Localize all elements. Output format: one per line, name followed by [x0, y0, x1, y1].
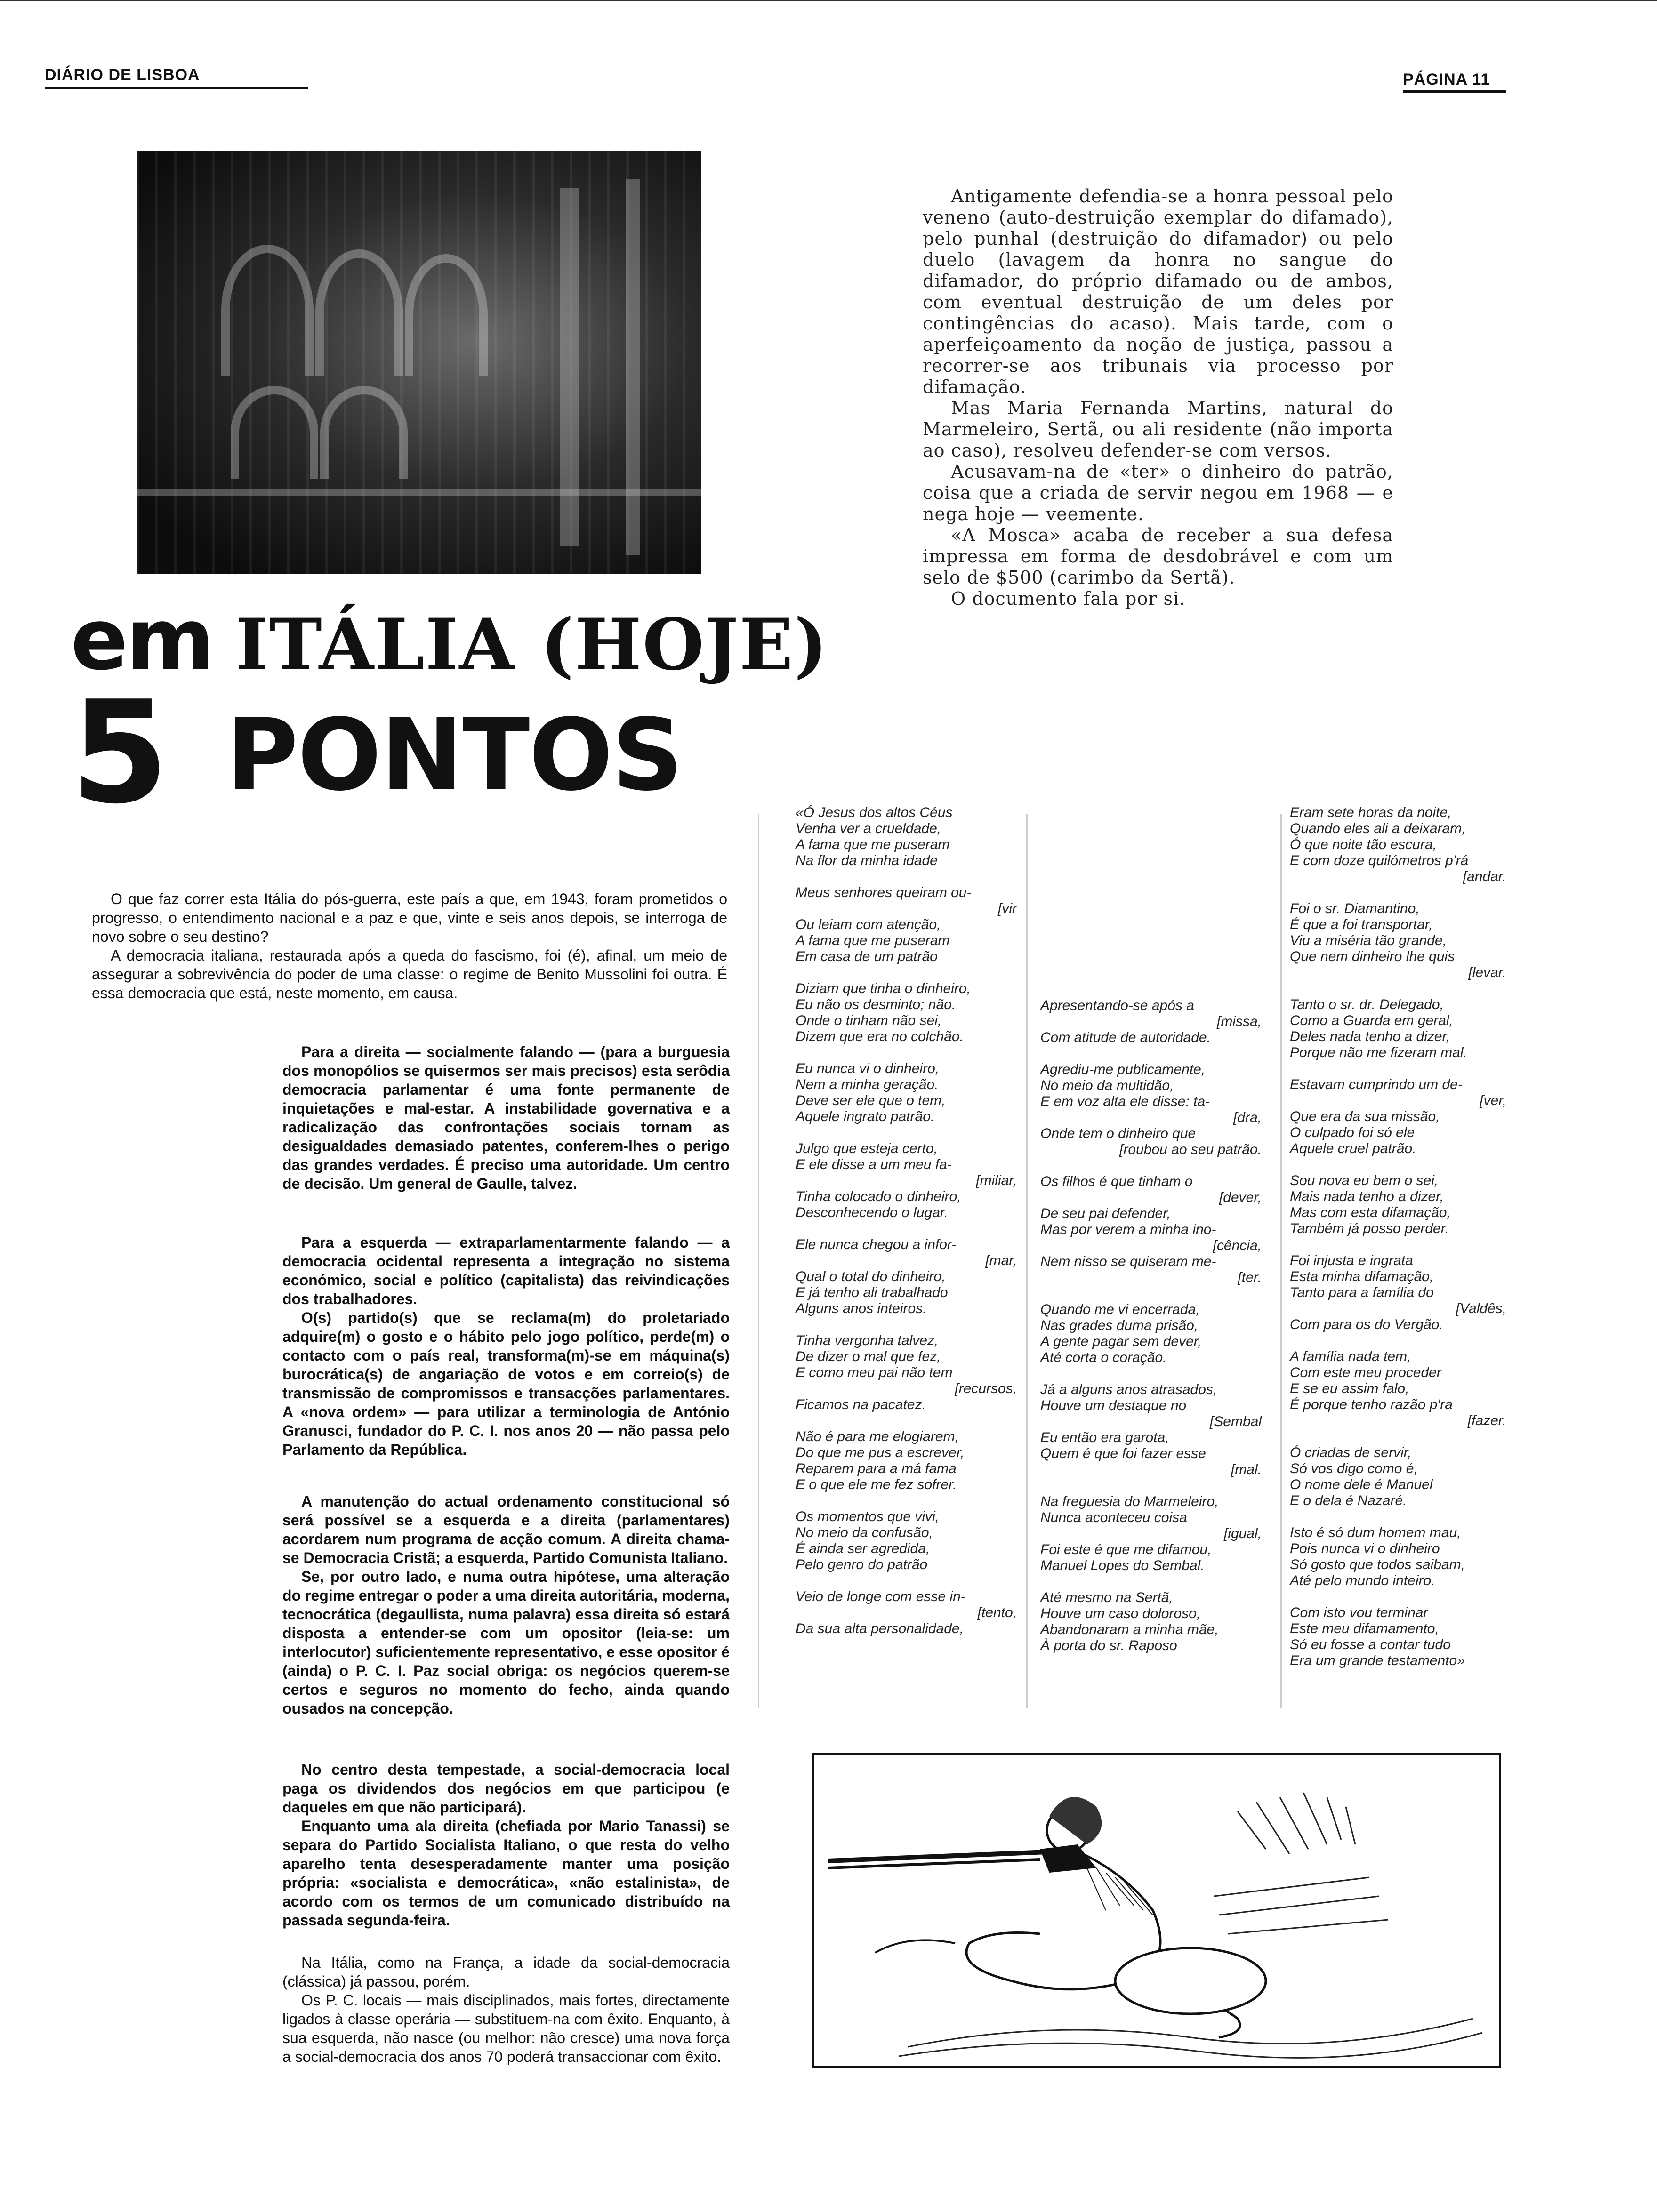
poem-line: Dizem que era no colchão.	[796, 1029, 964, 1044]
poem-stanza	[1290, 1253, 1506, 1333]
poem-line: Até pelo mundo inteiro.	[1290, 1573, 1435, 1588]
poem-line: Não é para me elogiarem,	[796, 1429, 959, 1444]
poem-line: Na freguesia do Marmeleiro,	[1040, 1494, 1219, 1509]
poem-line: Onde o tinham não sei,	[796, 1013, 942, 1028]
poem-line: Sou nova eu bem o sei,	[1290, 1173, 1439, 1188]
poem-stanza	[796, 1237, 1017, 1317]
poem-line: Ele nunca chegou a infor-	[796, 1237, 957, 1252]
intro-paragraph: A democracia italiana, restaurada após a queda do fascismo, foi (é), afinal, um meio de assegurar a sobrevivência do poder de uma classe: o regime de Benito Mussolini foi outra. É essa democracia que está, neste momento, em causa.	[92, 947, 727, 1002]
poem-line: Aquele ingrato patrão.	[796, 1109, 935, 1124]
poem-line: [vir	[998, 901, 1017, 916]
poem-line: Já a alguns anos atrasados,	[1040, 1382, 1217, 1397]
poem-line: Abandonaram a minha mãe,	[1040, 1622, 1219, 1637]
poem-line: Desconhecendo o lugar.	[796, 1205, 949, 1220]
intro-right-paragraph: Acusavam-na de «ter» o dinheiro do patrão, coisa que a criada de servir negou em 1968 — e nega hoje — veemente.	[923, 461, 1393, 524]
poem-line: Nem a minha geração.	[796, 1077, 939, 1092]
point-paragraph: O(s) partido(s) que se reclama(m) do proletariado adquire(m) o gosto e o hábito pelo jogo político, perde(m) o contacto com o país real, transforma(m)-se em máquina(s) burocrática(s) de angariação de votos e em correio(s) de transmissão de compromissos e transacções parlamentares. A «nova ordem» — para utilizar a terminologia de António Granusci, fundador do P. C. I. nos anos 20 — não passa pelo Parlamento da República.	[282, 1309, 730, 1458]
poem-line: Eu então era garota,	[1040, 1430, 1169, 1445]
poem-line: [mal.	[1231, 1462, 1262, 1477]
poem-line: Nunca aconteceu coisa	[1040, 1510, 1187, 1525]
poem-line: Também já posso perder.	[1290, 1221, 1449, 1236]
poem-line: Mais nada tenho a dizer,	[1290, 1189, 1444, 1204]
poem-line: Até mesmo na Sertã,	[1040, 1590, 1173, 1605]
poem-line: Venha ver a crueldade,	[796, 821, 941, 836]
poem-line: Tinha colocado o dinheiro,	[796, 1189, 961, 1204]
poem-line: No meio da multidão,	[1040, 1078, 1174, 1093]
masthead-rule-left	[45, 87, 308, 89]
poem-line: Quem é que foi fazer esse	[1040, 1446, 1206, 1461]
poem-stanza	[1040, 1302, 1262, 1366]
poem-line: [dever,	[1219, 1190, 1262, 1205]
poem-stanza	[1290, 1445, 1506, 1509]
poem-line: Os filhos é que tinham o	[1040, 1174, 1193, 1189]
poem-line: Ó criadas de servir,	[1290, 1445, 1412, 1460]
poem-line: Isto é só dum homem mau,	[1290, 1525, 1461, 1540]
poem-line: Pois nunca vi o dinheiro	[1290, 1541, 1440, 1556]
point-paragraph: Se, por outro lado, e numa outra hipótese, uma alteração do regime entregar o poder a uma direita autoritária, moderna, tecnocrática (degaullista, numa palavra) essa direita só estará disposta a entender-se com um opositor (leia-se: um interlocutor) suficientemente representativo, e esse opositor é (ainda) o P. C. I. Paz social obriga: os negócios querem-se certos e seguros no momento do fecho, ainda quando ousados na concepção.	[282, 1568, 730, 1717]
poem-line: [ver,	[1480, 1093, 1506, 1108]
poem-line: Ficamos na pacatez.	[796, 1397, 926, 1412]
poem-line: E em voz alta ele disse: ta-	[1040, 1094, 1210, 1109]
poem-line: [tento,	[977, 1605, 1017, 1620]
poem-line: Tanto para a família do	[1290, 1285, 1434, 1300]
poem-line: E como meu pai não tem	[796, 1365, 953, 1380]
headline-number: 5	[71, 671, 169, 835]
poem-line: Só gosto que todos saibam,	[1290, 1557, 1465, 1572]
colosseum-photo	[137, 151, 701, 574]
poem-line: No meio da confusão,	[796, 1525, 933, 1540]
poem-line: Deve ser ele que o tem,	[796, 1093, 946, 1108]
poem-stanza	[1290, 1525, 1506, 1589]
poem-line: A gente pagar sem dever,	[1040, 1334, 1202, 1349]
poem-column-rule	[1280, 814, 1282, 1708]
poem-line: Eu nunca vi o dinheiro,	[796, 1061, 940, 1076]
poem-column-1	[796, 805, 1017, 1653]
poem-column-2	[1040, 998, 1262, 1670]
poem-stanza	[1040, 1590, 1262, 1654]
poem-column-3	[1290, 805, 1506, 1685]
poem-stanza	[1040, 1494, 1262, 1574]
poem-line: Veio de longe com esse in-	[796, 1589, 965, 1604]
poem-column-rule	[758, 814, 759, 1708]
poem-line: Foi o sr. Diamantino,	[1290, 901, 1420, 916]
poem-line: Os momentos que vivi,	[796, 1509, 940, 1524]
poem-line: Da sua alta personalidade,	[796, 1621, 964, 1636]
poem-stanza	[796, 1509, 1017, 1573]
poem-line: [mar,	[985, 1253, 1017, 1268]
poem-line: De dizer o mal que fez,	[796, 1349, 941, 1364]
poem-line: Nas grades duma prisão,	[1040, 1318, 1199, 1333]
poem-line: Viu a miséria tão grande,	[1290, 933, 1447, 948]
poem-line: Quando eles ali a deixaram,	[1290, 821, 1466, 836]
poem-line: [ter.	[1238, 1270, 1262, 1285]
poem-line: [missa,	[1216, 1014, 1262, 1029]
poem-line: Foi injusta e ingrata	[1290, 1253, 1413, 1268]
point-paragraph: Enquanto uma ala direita (chefiada por Mario Tanassi) se separa do Partido Socialista Italiano, o que resta do velho aparelho tenta desesperadamente manter uma posição própria: «socialista e democrática», «não estalinista», de acordo com os termos de um comunicado distribuído na passada segunda-feira.	[282, 1818, 730, 1929]
poem-column-rule	[1026, 814, 1028, 1708]
poem-stanza	[1040, 998, 1262, 1046]
poem-stanza	[1290, 1173, 1506, 1237]
poem-line: Mas por verem a minha ino-	[1040, 1222, 1216, 1237]
poem-line: De seu pai defender,	[1040, 1206, 1171, 1221]
poem-line: Do que me pus a escrever,	[796, 1445, 965, 1460]
poem-line: Ó que noite tão escura,	[1290, 837, 1437, 852]
poem-line: Que nem dinheiro lhe quis	[1290, 949, 1455, 964]
poem-line: Esta minha difamação,	[1290, 1269, 1434, 1284]
top-border	[0, 0, 1657, 1]
poem-line: Qual o total do dinheiro,	[796, 1269, 946, 1284]
poem-line: Apresentando-se após a	[1040, 998, 1194, 1013]
poem-line: Com para os do Vergão.	[1290, 1317, 1443, 1332]
poem-stanza	[1040, 1062, 1262, 1158]
poem-line: É ainda ser agredida,	[796, 1541, 930, 1556]
poem-stanza	[1290, 1077, 1506, 1157]
poem-line: Aquele cruel patrão.	[1290, 1141, 1416, 1156]
poem-line: Era um grande testamento»	[1290, 1653, 1465, 1668]
poem-line: Este meu difamamento,	[1290, 1621, 1439, 1636]
poem-stanza	[1290, 805, 1506, 885]
headline-em: em	[71, 591, 213, 689]
point-paragraph: Na Itália, como na França, a idade da social-democracia (clássica) já passou, porém.	[282, 1954, 730, 1990]
poem-line: [andar.	[1463, 869, 1506, 884]
poem-line: [Valdês,	[1456, 1301, 1506, 1316]
poem-line: [levar.	[1468, 965, 1506, 980]
poem-line: «Ó Jesus dos altos Céus	[796, 805, 953, 820]
point-paragraph: Os P. C. locais — mais disciplinados, mais fortes, directamente ligados à classe operária — substituem-na com êxito. Enquanto, à sua esquerda, não nasce (ou melhor: não cresce) uma nova força a social-democracia dos anos 70 poderá transaccionar com êxito.	[282, 1992, 730, 2065]
poem-line: Tanto o sr. dr. Delegado,	[1290, 997, 1444, 1012]
point-3	[282, 1492, 730, 1718]
point-1	[282, 1042, 730, 1193]
poem-line: É que a foi transportar,	[1290, 917, 1433, 932]
poem-line: Quando me vi encerrada,	[1040, 1302, 1200, 1317]
point-5	[282, 1953, 730, 2066]
poem-stanza	[1040, 1382, 1262, 1478]
poem-line: [Sembal	[1209, 1414, 1262, 1429]
poem-line: Só eu fosse a contar tudo	[1290, 1637, 1451, 1652]
poem-line: Porque não me fizeram mal.	[1290, 1045, 1467, 1060]
poem-line: Reparem para a má fama	[796, 1461, 957, 1476]
poem-line: Em casa de um patrão	[796, 949, 938, 964]
poem-line: [cência,	[1213, 1238, 1262, 1253]
point-paragraph: No centro desta tempestade, a social-democracia local paga os dividendos dos negócios em que participou (e daqueles em que não participará).	[282, 1761, 730, 1816]
poem-line: Deles nada tenho a dizer,	[1290, 1029, 1450, 1044]
poem-line: Meus senhores queiram ou-	[796, 885, 972, 900]
woman-with-rifle-illustration	[812, 1753, 1501, 2068]
point-paragraph: Para a esquerda — extraparlamentarmente falando — a democracia ocidental representa a integração no sistema económico, social e político (capitalista) das reivindicações dos trabalhadores.	[282, 1234, 730, 1307]
masthead-page-number: PÁGINA 11	[1403, 71, 1490, 88]
poem-line: [miliar,	[976, 1173, 1017, 1188]
poem-line: O culpado foi só ele	[1290, 1125, 1415, 1140]
poem-stanza	[796, 1589, 1017, 1637]
poem-line: Eram sete horas da noite,	[1290, 805, 1452, 820]
poem-line: E já tenho ali trabalhado	[796, 1285, 948, 1300]
poem-line: Alguns anos inteiros.	[796, 1301, 927, 1316]
poem-stanza	[796, 1141, 1017, 1221]
point-paragraph: Para a direita — socialmente falando — (para a burguesia dos monopólios se quisermos ser mais precisos) esta serôdia democracia parlamentar é uma fonte permanente de inquietações e mal-estar. A instabilidade governativa e a radicalização das confrontações sociais tornam as desigualdades demasiado patentes, conferem-lhes o perigo das grandes verdades. É preciso uma autoridade. Um centro de decisão. Um general de Gaulle, talvez.	[282, 1043, 730, 1192]
poem-line: A fama que me puseram	[796, 933, 950, 948]
poem-stanza	[796, 885, 1017, 965]
poem-line: Tinha vergonha talvez,	[796, 1333, 939, 1348]
intro-right-paragraph: «A Mosca» acaba de receber a sua defesa impressa em forma de desdobrável e com um selo de $500 (carimbo da Sertã).	[923, 525, 1393, 588]
poem-line: Houve um destaque no	[1040, 1398, 1187, 1413]
poem-line: Agrediu-me publicamente,	[1040, 1062, 1206, 1077]
headline-pontos: PONTOS	[226, 697, 683, 813]
poem-line: É porque tenho razão p'ra	[1290, 1397, 1453, 1412]
poem-line: Como a Guarda em geral,	[1290, 1013, 1453, 1028]
poem-line: À porta do sr. Raposo	[1040, 1638, 1177, 1653]
article-intro-right	[923, 186, 1393, 609]
poem-line: [roubou ao seu patrão.	[1119, 1142, 1262, 1157]
poem-line: Que era da sua missão,	[1290, 1109, 1440, 1124]
intro-right-paragraph: O documento fala por si.	[951, 588, 1186, 609]
poem-line: [dra,	[1233, 1110, 1262, 1125]
poem-line: Julgo que esteja certo,	[796, 1141, 938, 1156]
poem-line: E o dela é Nazaré.	[1290, 1493, 1407, 1508]
illustration-drawing	[814, 1755, 1499, 2066]
intro-paragraph: O que faz correr esta Itália do pós-guerra, este país a que, em 1943, foram prometidos o progresso, o entendimento nacional e a paz e que, vinte e seis anos depois, se interroga de novo sobre o seu destino?	[92, 890, 727, 945]
point-4	[282, 1760, 730, 1930]
point-paragraph: A manutenção do actual ordenamento constitucional só será possível se a esquerda e a direita (parlamentares) acordarem num programa de acção comum. A direita chama-se Democracia Cristã; a esquerda, Partido Comunista Italiano.	[282, 1493, 730, 1566]
poem-line: Ou leiam com atenção,	[796, 917, 941, 932]
intro-right-paragraph: Antigamente defendia-se a honra pessoal pelo veneno (auto-destruição exemplar do difamado), pelo punhal (destruição do difamador) ou pelo duelo (lavagem da honra no sangue do difamador, do próprio difamado ou de ambos, com eventual destruição de um deles por contingências do acaso). Mais tarde, com o aperfeiçoamento da noção de justiça, passou a recorrer-se aos tribunais via processo por difamação.	[923, 186, 1393, 397]
poem-line: O nome dele é Manuel	[1290, 1477, 1433, 1492]
headline-italia: ITÁLIA (HOJE)	[235, 603, 828, 686]
poem-line: Foi este é que me difamou,	[1040, 1542, 1212, 1557]
poem-line: [fazer.	[1467, 1413, 1506, 1428]
poem-line: Nem nisso se quiseram me-	[1040, 1254, 1216, 1269]
poem-line: Pelo genro do patrão	[796, 1557, 928, 1572]
poem-line: Com este meu proceder	[1290, 1365, 1441, 1380]
poem-stanza	[796, 805, 1017, 869]
poem-line: Mas com esta difamação,	[1290, 1205, 1451, 1220]
poem-line: Houve um caso doloroso,	[1040, 1606, 1201, 1621]
poem-line: [igual,	[1223, 1526, 1262, 1541]
poem-line: E com doze quilómetros p'rá	[1290, 853, 1469, 868]
poem-stanza	[796, 1061, 1017, 1125]
poem-stanza	[1040, 1174, 1262, 1286]
poem-line: A família nada tem,	[1290, 1349, 1411, 1364]
poem-line: Manuel Lopes do Sembal.	[1040, 1558, 1205, 1573]
poem-stanza	[1290, 1605, 1506, 1669]
poem-line: Diziam que tinha o dinheiro,	[796, 981, 971, 996]
poem-stanza	[1290, 1349, 1506, 1429]
poem-line: Eu não os desminto; não.	[796, 997, 956, 1012]
intro-right-paragraph: Mas Maria Fernanda Martins, natural do Marmeleiro, Sertã, ou ali residente (não importa ao caso), resolveu defender-se com versos.	[923, 398, 1393, 461]
poem-stanza	[796, 1429, 1017, 1493]
poem-line: Com isto vou terminar	[1290, 1605, 1428, 1620]
masthead-rule-right	[1403, 90, 1506, 93]
poem-stanza	[796, 1333, 1017, 1413]
masthead-paper-name: DIÁRIO DE LISBOA	[45, 66, 200, 84]
article-intro	[92, 890, 727, 1002]
poem-stanza	[1290, 901, 1506, 981]
poem-stanza	[796, 981, 1017, 1045]
poem-line: [recursos,	[955, 1381, 1017, 1396]
poem-line: E se eu assim falo,	[1290, 1381, 1409, 1396]
poem-stanza	[1290, 997, 1506, 1061]
poem-line: Com atitude de autoridade.	[1040, 1030, 1211, 1045]
poem-line: Só vos digo como é,	[1290, 1461, 1418, 1476]
poem-line: Até corta o coração.	[1040, 1350, 1167, 1365]
poem-line: A fama que me puseram	[796, 837, 950, 852]
poem-line: E ele disse a um meu fa-	[796, 1157, 952, 1172]
poem-line: E o que ele me fez sofrer.	[796, 1477, 957, 1492]
point-2	[282, 1233, 730, 1459]
poem-line: Estavam cumprindo um de-	[1290, 1077, 1463, 1092]
poem-line: Na flor da minha idade	[796, 853, 938, 868]
poem-line: Onde tem o dinheiro que	[1040, 1126, 1196, 1141]
